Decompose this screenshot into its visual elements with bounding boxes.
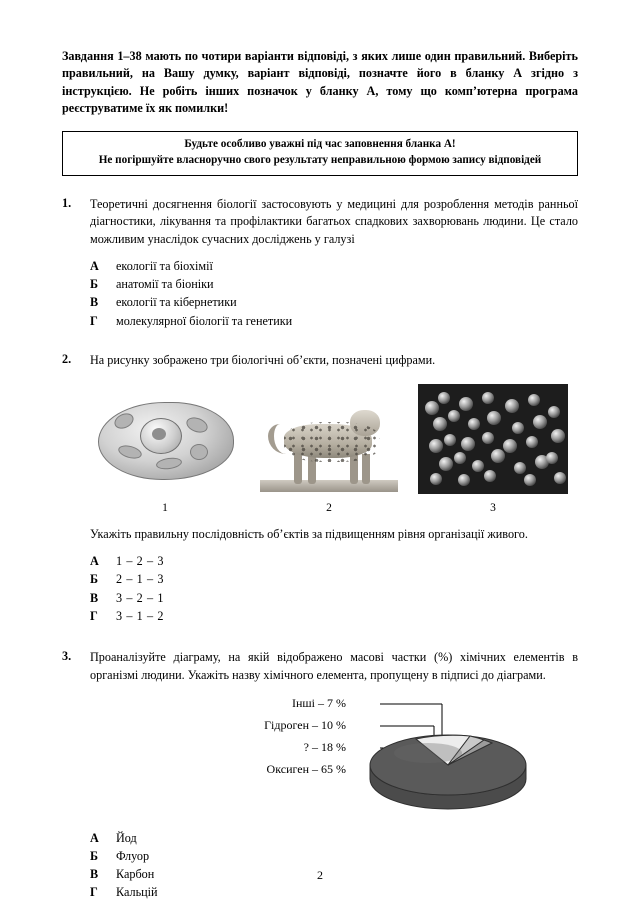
question-2-options (90, 552, 578, 625)
dna-helix-icon (418, 384, 568, 494)
option-a-text: екології та біохімії (116, 258, 213, 273)
option-b[interactable] (90, 275, 578, 293)
option-b-text: 2 – 1 – 3 (116, 572, 165, 587)
question-2-text: На рисунку зображено три біологічні об’єкти, позначені цифрами. (90, 352, 436, 367)
option-v-letter: В (90, 295, 99, 310)
question-3 (62, 649, 578, 902)
option-v[interactable] (90, 293, 578, 311)
question-3-number: 3. (62, 649, 72, 664)
molecule-image (418, 384, 568, 494)
pie-label-unknown: ? – 18 % (303, 739, 346, 754)
option-a-letter: А (90, 258, 99, 273)
notice-line-1: Будьте особливо уважні під час заповнення бланка А! (184, 138, 456, 151)
option-g-text: молекулярної біології та генетики (116, 313, 293, 328)
question-1-text: Теоретичні досягнення біології застосовують у медицині для розроблення методів ранньої діагностики, лікування та профілактики багатьох спадкових захворювань людини. Це стало можливим унаслідок сучасних досліджень у галузі (90, 196, 578, 247)
option-g-letter: Г (90, 313, 98, 328)
option-b-letter: Б (90, 277, 99, 292)
figure-2 (254, 384, 404, 517)
question-3-options (90, 829, 578, 902)
question-1-options (90, 257, 578, 330)
option-b-letter: Б (90, 572, 99, 587)
option-v-text: екології та кібернетики (116, 295, 237, 310)
option-b[interactable] (90, 847, 578, 865)
option-b[interactable] (90, 570, 578, 588)
question-1-body (90, 196, 578, 330)
option-v-letter: В (90, 867, 99, 882)
figure-2-caption: 2 (326, 501, 332, 514)
question-3-body (90, 649, 578, 902)
option-a-text: 1 – 2 – 3 (116, 553, 165, 568)
option-b-text: анатомії та біоніки (116, 277, 214, 292)
cell-image (90, 384, 240, 494)
question-2-number: 2. (62, 351, 72, 366)
attention-notice (62, 131, 578, 175)
figure-3 (418, 384, 568, 517)
pie-chart-graphic (358, 703, 558, 813)
option-g[interactable] (90, 607, 578, 625)
leopard-image (254, 384, 404, 494)
question-3-text: Проаналізуйте діаграму, на якій відображено масові частки (%) хімічних елементів в організмі людини. Укажіть назву хімічного елемента, пропущену в підписі до діаграми. (90, 650, 578, 682)
option-g[interactable] (90, 883, 578, 901)
question-2-body (90, 352, 578, 625)
option-a-text: Йод (116, 830, 137, 845)
option-v[interactable] (90, 589, 578, 607)
option-a-letter: А (90, 830, 99, 845)
option-v-text: 3 – 2 – 1 (116, 590, 165, 605)
pie-chart (90, 697, 578, 815)
option-a-letter: А (90, 553, 99, 568)
pie-label-hydrogen: Гідроген – 10 % (264, 717, 346, 732)
option-b-letter: Б (90, 848, 99, 863)
notice-line-2: Не погіршуйте власноручно свого результату неправильною формою запису відповідей (98, 153, 542, 166)
option-g-letter: Г (90, 608, 98, 623)
question-1-number: 1. (62, 195, 72, 210)
figure-1-caption: 1 (162, 501, 168, 514)
question-2-subtext: Укажіть правильну послідовність об’єктів за підвищенням рівня організації живого. (90, 527, 528, 542)
page-content (62, 48, 578, 920)
option-a[interactable] (90, 829, 578, 847)
pie-label-oxygen: Оксиген – 65 % (266, 761, 346, 776)
option-v-letter: В (90, 590, 99, 605)
question-2-figures (90, 384, 578, 517)
option-g-text: 3 – 1 – 2 (116, 608, 165, 623)
option-a[interactable] (90, 552, 578, 570)
figure-1 (90, 384, 240, 517)
option-g-letter: Г (90, 885, 98, 900)
question-1 (62, 196, 578, 330)
figure-3-caption: 3 (490, 501, 496, 514)
option-a[interactable] (90, 257, 578, 275)
pie-label-other: Інші – 7 % (292, 695, 346, 710)
instructions-paragraph: Завдання 1–38 мають по чотири варіанти відповіді, з яких лише один правильний. Виберіть правильний, на Вашу думку, варіант відповіді, позначте його в бланку А згідно з інструкцією. Не робіть інших позначок у бланку А, тому що комп’ютерна програма реєструватиме їх як помилки! (62, 49, 578, 115)
option-b-text: Флуор (116, 848, 150, 863)
option-v-text: Карбон (116, 867, 155, 882)
option-g[interactable] (90, 312, 578, 330)
question-2 (62, 352, 578, 625)
option-g-text: Кальцій (116, 885, 158, 900)
page-number: 2 (317, 868, 323, 882)
